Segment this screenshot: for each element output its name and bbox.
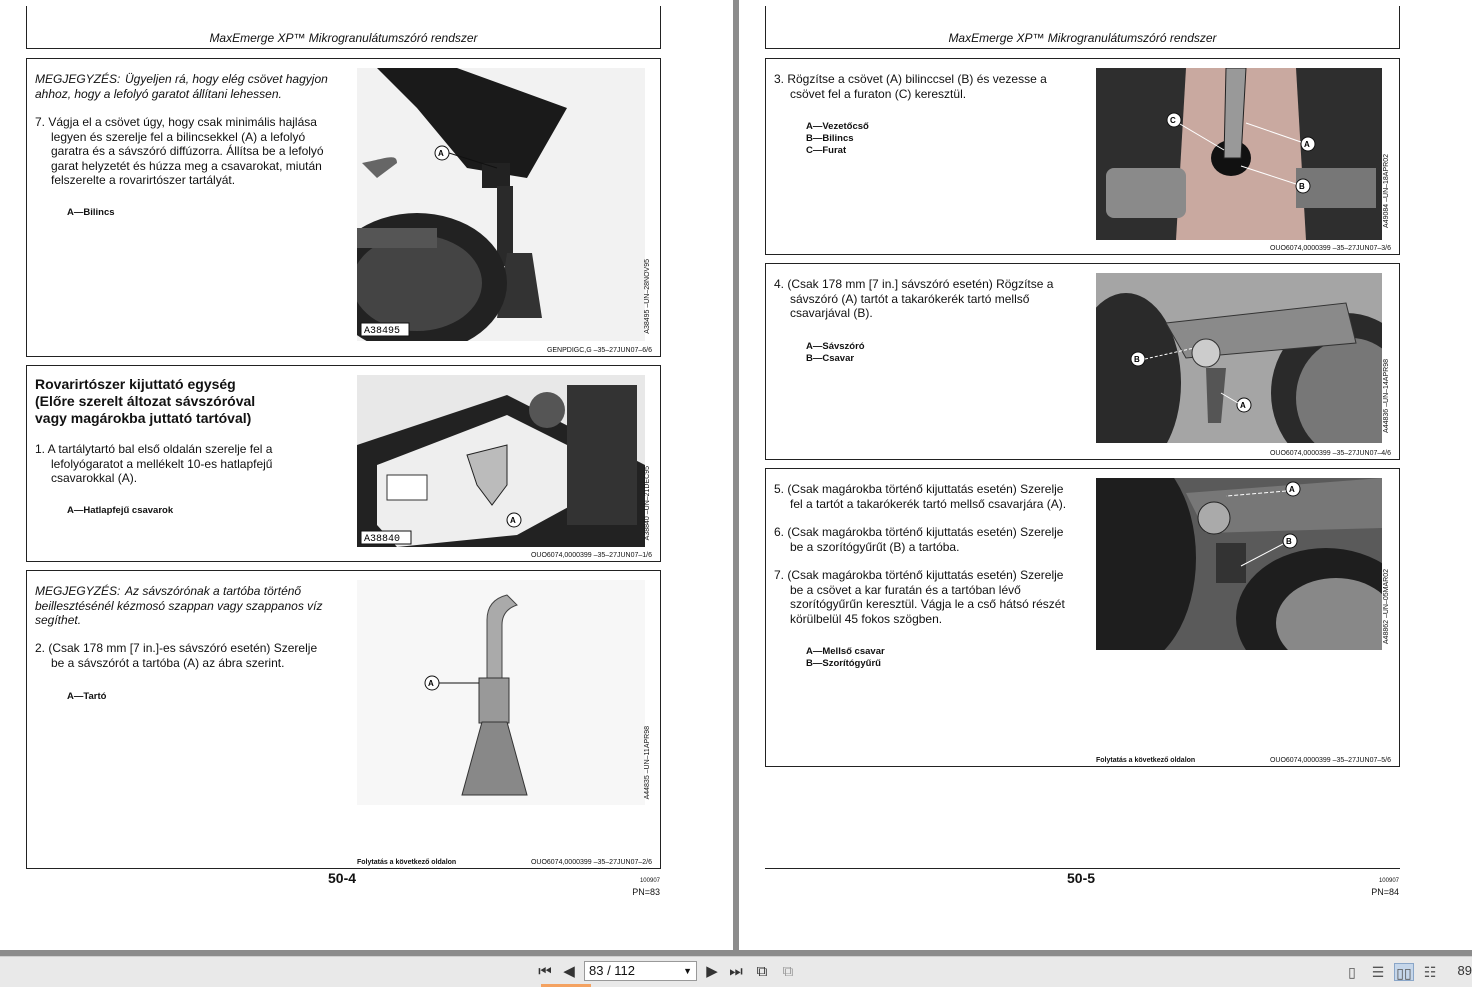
- svg-text:C: C: [1170, 116, 1176, 125]
- step-text: 7. (Csak magárokba történő kijuttatás esetén) Szerelje be a csövet a kar furatán és a tartóban lévő szorítógyűrűn keresztül. Vágja le a cső hátsó részét körülbelül 45 fokos szögben.: [774, 568, 1065, 626]
- page-header: MaxEmerge XP™ Mikrogranulátumszóró rendszer: [765, 6, 1400, 49]
- left-page: [0, 0, 733, 950]
- svg-text:B: B: [1299, 182, 1305, 191]
- legend: [806, 646, 885, 670]
- section-footer: OUO6074,0000399 –35–27JUN07–4/6: [1269, 450, 1391, 457]
- step-text: 6. (Csak magárokba történő kijuttatás esetén) Szerelje be a szorítógyűrűt (B) a tartóba.: [774, 525, 1064, 554]
- illustration-photo: [357, 375, 645, 547]
- image-code: A49084 –UN–18APR02: [1383, 154, 1390, 228]
- image-code: A38495 –UN–28NOV95: [644, 259, 651, 334]
- step-text: 1. A tartálytartó bal első oldalán szerelje fel a lefolyógaratot a mellékelt 10-es hatlapfejű csavarokkal (A).: [35, 442, 273, 485]
- page-meta: [1339, 876, 1399, 898]
- illustration-photo: [357, 68, 645, 341]
- page-header: MaxEmerge XP™ Mikrogranulátumszóró rendszer: [26, 6, 661, 49]
- step-text: 7. Vágja el a csövet úgy, hogy csak minimális hajlása legyen és szerelje fel a bilincsekkel (A) a lefolyó garatra és a sávszóró diffúzorra. Állítsa be a lefolyó garat helyzetét és húzza meg a csavarokat, miután felszerelte a rovarirtószer tartályát.: [35, 115, 324, 187]
- note-label: MEGJEGYZÉS:: [35, 72, 121, 86]
- chevron-down-icon[interactable]: ▼: [683, 966, 692, 976]
- section-box: [765, 468, 1400, 767]
- section-box: [765, 58, 1400, 255]
- note-label: MEGJEGYZÉS:: [35, 584, 121, 598]
- note-text: Az sávszórónak a tartóba történő beillesztésénél kézmosó szappan vagy szappanos víz segíthet.: [35, 584, 323, 627]
- illustration-photo: [357, 580, 645, 805]
- image-code: A44836 –UN–14APR98: [1383, 359, 1390, 433]
- legend: [806, 341, 865, 365]
- step-text: 3. Rögzítse a csövet (A) bilinccsel (B) és vezesse a csövet fel a furaton (C) keresztül.: [774, 72, 1047, 101]
- legend-item: A—Vezetőcső: [806, 121, 869, 132]
- section-box: [765, 263, 1400, 460]
- previous-view-icon[interactable]: ⧉: [756, 963, 768, 980]
- first-page-icon[interactable]: ⏮: [538, 963, 552, 980]
- page-number: 50-5: [1067, 870, 1096, 886]
- svg-text:A: A: [510, 516, 516, 525]
- step-text: 4. (Csak 178 mm [7 in.] sávszóró esetén) Rögzítse a sávszóró (A) tartót a takarókerék tartó mellső csavarjával (B).: [774, 277, 1054, 320]
- page-number-field[interactable]: [584, 961, 697, 981]
- step-text: 2. (Csak 178 mm [7 in.]-es sávszóró esetén) Szerelje be a sávszórót a tartóba (A) az ábra szerint.: [35, 641, 318, 670]
- svg-text:A: A: [438, 149, 444, 158]
- image-code: A38840 –UN–21DEC95: [644, 466, 651, 541]
- print-date: 100907: [639, 878, 660, 884]
- legend: A—Bilincs: [67, 207, 115, 218]
- svg-text:B: B: [1286, 537, 1292, 546]
- legend: [806, 121, 869, 157]
- continuous-view-icon[interactable]: ☰: [1371, 964, 1385, 980]
- illustration-photo: [1096, 273, 1382, 443]
- section-footer: GENPDIGC,G –35–27JUN07–6/6: [546, 347, 652, 354]
- note: [35, 584, 335, 628]
- continue-note: Folytatás a következő oldalon: [1096, 757, 1196, 764]
- section-box: [26, 365, 661, 562]
- legend-item: A—Mellső csavar: [806, 646, 885, 657]
- two-page-view-icon[interactable]: ▯▯: [1394, 963, 1414, 981]
- last-page-icon[interactable]: ⏭: [729, 963, 743, 980]
- section-box: [26, 58, 661, 357]
- legend-item: A—Sávszóró: [806, 341, 865, 352]
- illustration-photo: [1096, 68, 1382, 240]
- svg-text:B: B: [1134, 355, 1140, 364]
- legend: A—Hatlapfejű csavarok: [67, 505, 174, 516]
- section-box: [26, 570, 661, 869]
- image-code: A48862 –UN–05MAR02: [1383, 569, 1390, 645]
- image-code: A44835 –UN–11APR98: [644, 726, 651, 800]
- continue-note: Folytatás a következő oldalon: [357, 859, 457, 866]
- section-footer: OUO6074,0000399 –35–27JUN07–3/6: [1269, 245, 1391, 252]
- step-text: 5. (Csak magárokba történő kijuttatás esetén) Szerelje fel a tartót a takarókerék tartó mellső csavarjára (A).: [774, 482, 1067, 511]
- single-page-view-icon[interactable]: ▯: [1348, 964, 1356, 980]
- section-footer: OUO6074,0000399 –35–27JUN07–5/6: [1269, 757, 1391, 764]
- image-label: A38495: [364, 326, 401, 337]
- svg-text:A: A: [1304, 140, 1310, 149]
- viewer-toolbar: [0, 956, 1472, 987]
- pn-number: PN=83: [632, 887, 660, 897]
- next-view-icon[interactable]: ⧉: [782, 963, 794, 980]
- zoom-level[interactable]: 89: [1457, 963, 1472, 978]
- right-page: [739, 0, 1472, 950]
- page-field-value: 83 / 112: [589, 963, 636, 978]
- two-page-continuous-view-icon[interactable]: ☷: [1423, 964, 1437, 980]
- note-text: Ügyeljen rá, hogy elég csövet hagyjon ahhoz, hogy a lefolyó garatot állítani lehessen.: [35, 72, 328, 101]
- next-page-icon[interactable]: ▶: [706, 963, 718, 980]
- illustration-photo: [1096, 478, 1382, 650]
- page-number: 50-4: [328, 870, 357, 886]
- previous-page-icon[interactable]: ◀: [563, 963, 575, 980]
- svg-text:A: A: [1240, 401, 1246, 410]
- svg-text:A: A: [428, 679, 434, 688]
- section-footer: OUO6074,0000399 –35–27JUN07–2/6: [530, 859, 652, 866]
- svg-text:A: A: [1289, 485, 1295, 494]
- print-date: 100907: [1378, 878, 1399, 884]
- pn-number: PN=84: [1371, 887, 1399, 897]
- legend-item: C—Furat: [806, 145, 847, 156]
- page-meta: [600, 876, 660, 898]
- image-label: A38840: [364, 534, 401, 545]
- legend-item: B—Bilincs: [806, 133, 854, 144]
- legend: A—Tartó: [67, 691, 107, 702]
- legend-item: B—Szorítógyűrű: [806, 658, 881, 669]
- section-footer: OUO6074,0000399 –35–27JUN07–1/6: [530, 552, 652, 559]
- note: [35, 72, 355, 101]
- legend-item: B—Csavar: [806, 353, 855, 364]
- footer-rule: [765, 868, 1400, 869]
- section-title: Rovarirtószer kijuttató egység (Előre szerelt áltozat sávszóróval vagy magárokba juttató tartóval): [35, 376, 256, 426]
